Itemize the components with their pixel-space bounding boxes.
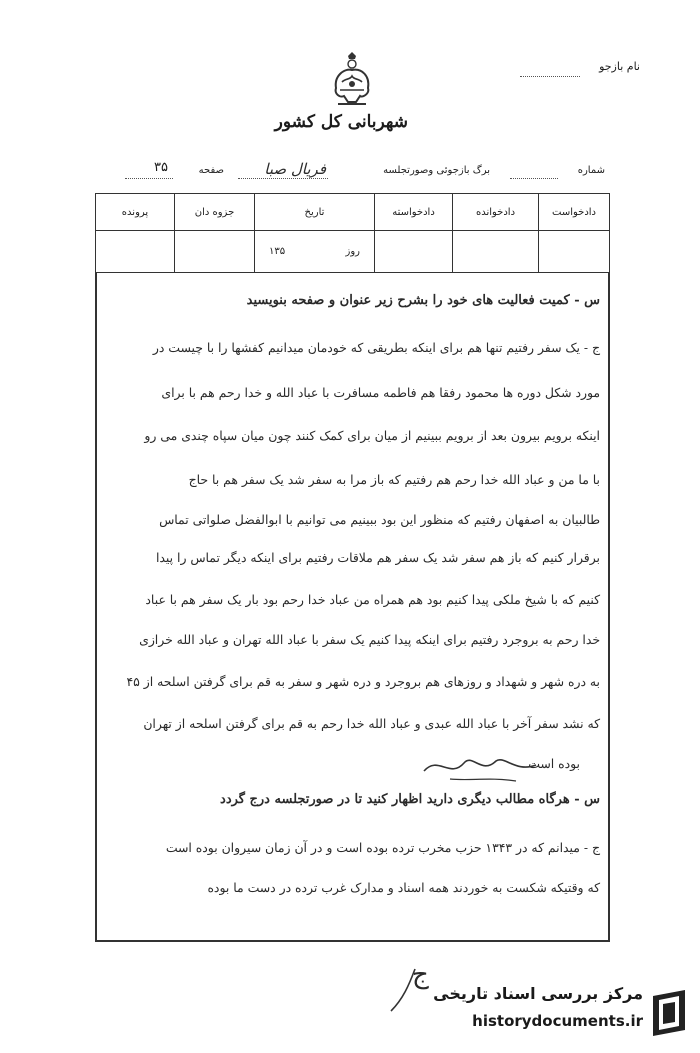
date-day-label: روز [345, 245, 360, 257]
table-header-cell: جزوه دان [174, 194, 254, 230]
handwritten-signature [420, 745, 540, 785]
table-value-row [96, 230, 609, 272]
page-line [125, 178, 173, 179]
answer-line: خدا رحم به بروجرد رفتیم برای اینکه پیدا کنیم یک سفر با عباد الله تهران و عباد الله خرازی [139, 632, 600, 647]
bottom-signature-mark: ج [412, 960, 429, 990]
interrogator-name-label: نام بازجو [599, 60, 640, 73]
answer-line: مورد شکل دوره ها محمود رفقا هم فاطمه مسافرت با عباد الله و خدا رحم هم با برای [161, 385, 600, 400]
answer-line: کنیم که با شیخ ملکی پیدا کنیم بود هم همراه من عباد خدا رحم بود بار یک سفر هم با عباد [145, 592, 600, 607]
table-value-cell [374, 230, 452, 272]
answer-line: که نشد سفر آخر با عباد الله عبدی و عباد الله خدا رحم به قم برای گرفتن اسلحه از تهران [143, 716, 600, 731]
frame-right-border [608, 273, 610, 941]
answer-line: اینکه برویم بیرون بعد از برویم ببینیم از میان برای کمک کنند چون میان سپاه چندی می رو [144, 428, 600, 443]
table-value-cell [174, 230, 254, 272]
table-header-cell: دادخوانده [452, 194, 538, 230]
form-subject-line [238, 178, 328, 179]
table-header-cell: تاریخ [254, 194, 374, 230]
answer-line: با ما من و عباد الله خدا رحم هم رفتیم که باز مرا به سفر شد یک سفر هم با حاج [188, 472, 600, 487]
archive-watermark [415, 978, 695, 1048]
interrogator-name-line [520, 76, 580, 77]
form-subject: فریال صبا [264, 160, 326, 178]
answer-line: به دره شهر و شهداد و روزهای هم بروجرد و دره شهر و سفر به قم برای گرفتن اسلحه از ۴۵ [126, 674, 600, 689]
answer-line: برقرار کنیم که باز هم سفر شد یک سفر هم ملاقات رفتیم برای اینکه دیگر تماس را پیدا [155, 550, 600, 565]
table-header-row [96, 194, 609, 231]
number-line [510, 178, 558, 179]
answer-line: ج - میدانم که در ۱۳۴۳ حزب مخرب ترده بوده است و در آن زمان سیروان بوده است [165, 840, 600, 855]
table-header-cell: دادخواست [538, 194, 609, 230]
table-value-cell [538, 230, 609, 272]
number-label: شماره [577, 165, 605, 176]
frame-bottom-border [95, 940, 610, 942]
question-line: س - کمیت فعالیت های خود را بشرح زیر عنوان و صفحه بنویسید [246, 293, 600, 308]
table-value-cell [452, 230, 538, 272]
organization-title: شهربانی کل کشور [274, 112, 408, 132]
answer-line: طالبیان به اصفهان رفتیم که منظور این بود ببینیم می توانیم با ابوالفضل صلواتی تماس [159, 512, 600, 527]
archive-org-name: مرکز بررسی اسناد تاریخی [433, 984, 643, 1003]
answer-line: که وقتیکه شکست به خوردند همه اسناد و مدارک غرب ترده در دست ما بوده [207, 880, 600, 895]
case-header-table [95, 193, 610, 273]
archive-url: historydocuments.ir [472, 1012, 643, 1030]
archive-logo-icon [647, 986, 691, 1040]
question-line: س - هرگاه مطالب دیگری دارید اظهار کنید تا در صورتجلسه درج گردد [220, 792, 600, 807]
table-value-cell [96, 230, 174, 272]
table-date-cell [254, 230, 374, 272]
table-header-cell: پرونده [121, 206, 149, 218]
frame-left-border [95, 273, 97, 941]
table-header-cell: دادخواسته [374, 194, 452, 230]
answer-line: ج - یک سفر رفتیم تنها هم برای اینکه بطریقی که خودمان میدانیم کفشها را با چیست در [152, 340, 600, 355]
page-number: ۳۵ [154, 160, 168, 175]
lion-and-sun-emblem [326, 52, 378, 110]
form-title: برگ بازجوئی وصورتجلسه [383, 165, 490, 176]
page-label: صفحه [198, 165, 224, 176]
date-year-value: ۱۳۵ [269, 245, 286, 257]
answer-line: بوده است [528, 756, 580, 771]
